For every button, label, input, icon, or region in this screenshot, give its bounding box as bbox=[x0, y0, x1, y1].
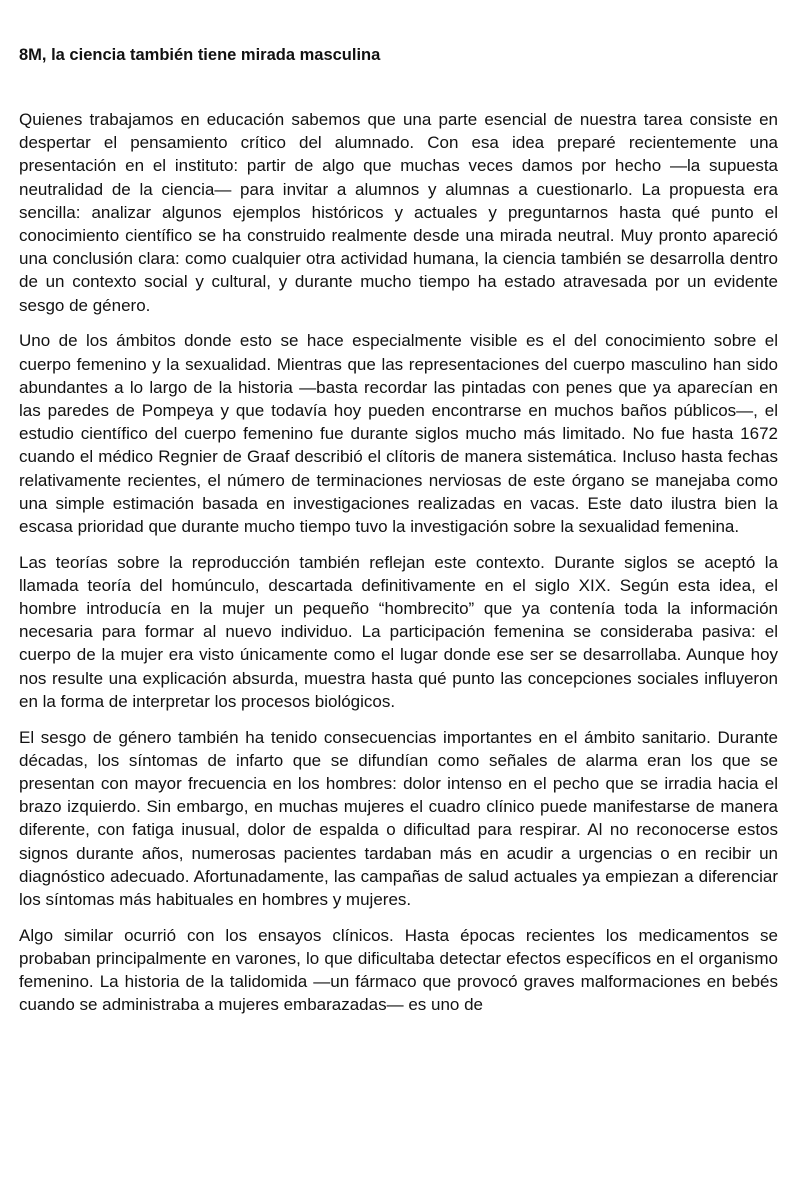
paragraph-2: Uno de los ámbitos donde esto se hace especialmente visible es el del conocimiento sobre el cuerpo femenino y la sexualidad. Mientras que las representaciones del cuerpo masculino han sido abundantes a lo largo de la historia —basta recordar las pintadas con penes que ya aparecían en las paredes de Pompeya y que todavía hoy pueden encontrarse en muchos baños públicos—, el estudio científico del cuerpo femenino fue durante siglos mucho más limitado. No fue hasta 1672 cuando el médico Regnier de Graaf describió el clítoris de manera sistemática. Incluso hasta fechas relativamente recientes, el número de terminaciones nerviosas de este órgano se manejaba como una simple estimación basada en investigaciones realizadas en vacas. Este dato ilustra bien la escasa prioridad que durante mucho tiempo tuvo la investigación sobre la sexualidad femenina. bbox=[19, 331, 778, 536]
article-body bbox=[19, 108, 778, 1029]
paragraph-3: Las teorías sobre la reproducción también reflejan este contexto. Durante siglos se aceptó la llamada teoría del homúnculo, descartada definitivamente en el siglo XIX. Según esta idea, el hombre introducía en la mujer un pequeño “hombrecito” que ya contenía toda la información necesaria para formar al nuevo individuo. La participación femenina se consideraba pasiva: el cuerpo de la mujer era visto únicamente como el lugar donde ese ser se desarrollaba. Aunque hoy nos resulte una explicación absurda, muestra hasta qué punto las concepciones sociales influyeron en la forma de interpretar los procesos biológicos. bbox=[19, 552, 778, 711]
paragraph-5: Algo similar ocurrió con los ensayos clínicos. Hasta épocas recientes los medicamentos se probaban principalmente en varones, lo que dificultaba detectar efectos específicos en el organismo femenino. La historia de la talidomida —un fármaco que provocó graves malformaciones en bebés cuando se administraba a mujeres embarazadas— es uno de bbox=[19, 925, 778, 1015]
article-title: 8M, la ciencia también tiene mirada masculina bbox=[19, 46, 381, 64]
paragraph-4: El sesgo de género también ha tenido consecuencias importantes en el ámbito sanitario. Durante décadas, los síntomas de infarto que se difundían como señales de alarma eran los que se presentan con mayor frecuencia en los hombres: dolor intenso en el pecho que se irradia hacia el brazo izquierdo. Sin embargo, en muchas mujeres el cuadro clínico puede manifestarse de manera diferente, con fatiga inusual, dolor de espalda o dificultad para respirar. Al no reconocerse estos signos durante años, numerosas pacientes tardaban más en acudir a urgencias o en recibir un diagnóstico adecuado. Afortunadamente, las campañas de salud actuales ya empiezan a diferenciar los síntomas más habituales en hombres y mujeres. bbox=[19, 727, 778, 909]
paragraph-1: Quienes trabajamos en educación sabemos que una parte esencial de nuestra tarea consiste en despertar el pensamiento crítico del alumnado. Con esa idea preparé recientemente una presentación en el instituto: partir de algo que muchas veces damos por hecho —la supuesta neutralidad de la ciencia— para invitar a alumnos y alumnas a cuestionarlo. La propuesta era sencilla: analizar algunos ejemplos históricos y actuales y preguntarnos hasta qué punto el conocimiento científico se ha construido realmente desde una mirada neutral. Muy pronto apareció una conclusión clara: como cualquier otra actividad humana, la ciencia también se desarrolla dentro de un contexto social y cultural, y durante mucho tiempo ha estado atravesada por un evidente sesgo de género. bbox=[19, 110, 778, 315]
